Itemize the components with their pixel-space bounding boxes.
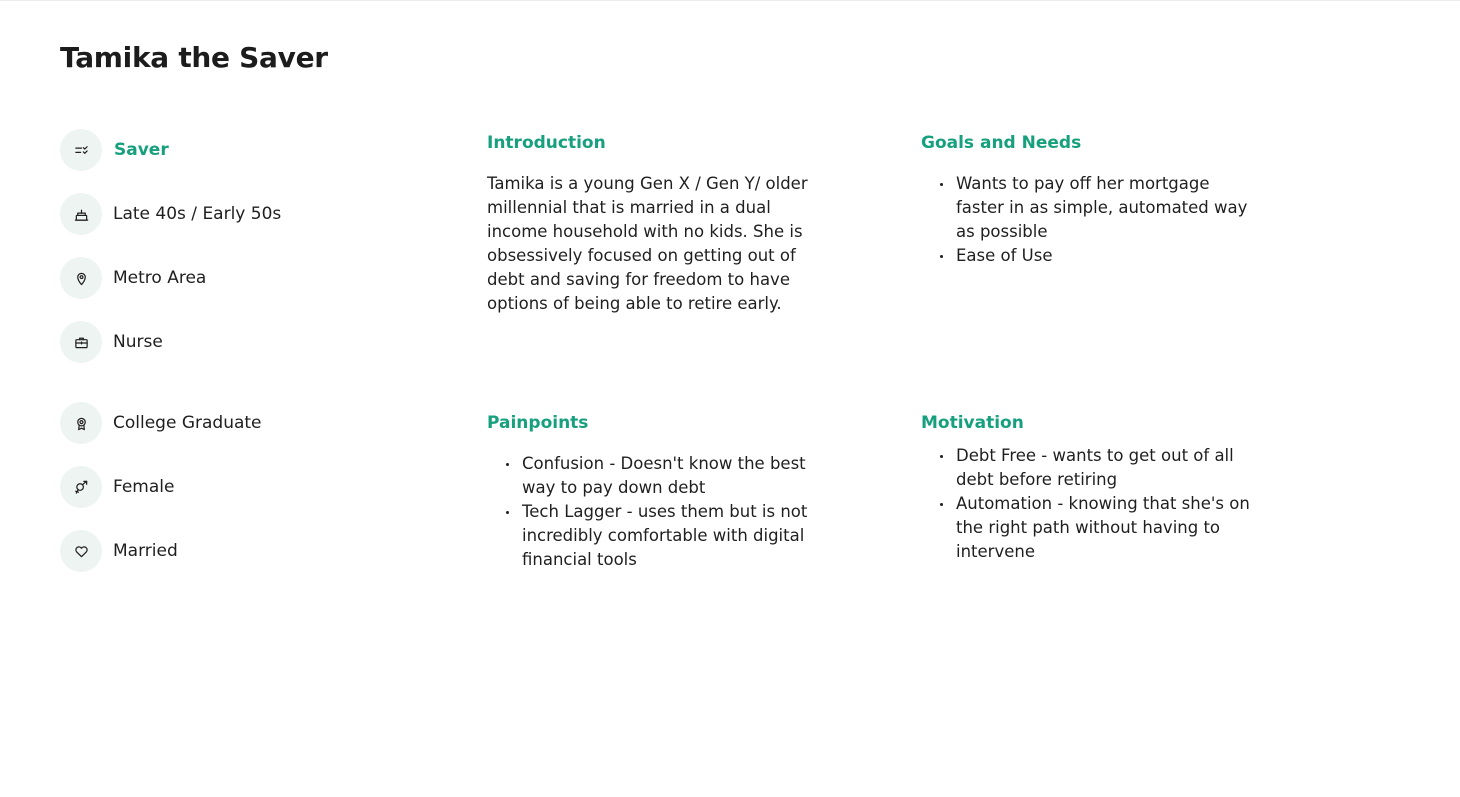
painpoints-list xyxy=(487,452,837,572)
goals-section xyxy=(921,132,1271,268)
attribute-gender xyxy=(60,466,174,508)
attribute-saver xyxy=(60,129,169,171)
introduction-text: Tamika is a young Gen X / Gen Y/ older millennial that is married in a dual income household with no kids. She is obsessively focused on getting out of debt and saving for freedom to have options of being able to retire early. xyxy=(487,174,808,313)
introduction-section xyxy=(487,132,837,316)
list-item: Confusion - Doesn't know the best way to pay down debt xyxy=(487,452,837,500)
section-heading: Introduction xyxy=(487,133,606,153)
list-item: Debt Free - wants to get out of all debt before retiring xyxy=(921,444,1266,492)
attribute-location xyxy=(60,257,206,299)
briefcase-icon xyxy=(60,321,102,363)
section-heading: Motivation xyxy=(921,413,1024,433)
attribute-label: Nurse xyxy=(113,332,163,352)
attribute-label: College Graduate xyxy=(113,413,262,433)
motivation-section xyxy=(921,412,1271,564)
sliders-check-icon xyxy=(60,129,102,171)
heart-icon xyxy=(60,530,102,572)
attribute-label: Married xyxy=(113,541,178,561)
list-item: Ease of Use xyxy=(921,244,1261,268)
list-item: Wants to pay off her mortgage faster in as simple, automated way as possible xyxy=(921,172,1261,244)
attribute-label: Late 40s / Early 50s xyxy=(113,204,282,224)
attribute-education xyxy=(60,402,262,444)
attribute-label: Female xyxy=(113,477,175,497)
birthday-cake-icon xyxy=(60,193,102,235)
list-item: Tech Lagger - uses them but is not incredibly comfortable with digital financial tools xyxy=(487,500,837,572)
section-heading: Painpoints xyxy=(487,413,589,433)
motivation-list xyxy=(921,444,1266,564)
section-heading: Goals and Needs xyxy=(921,133,1082,153)
gender-icon xyxy=(60,466,102,508)
attribute-label: Saver xyxy=(114,140,169,160)
attribute-occupation xyxy=(60,321,163,363)
attribute-marital-status xyxy=(60,530,178,572)
location-pin-icon xyxy=(60,257,102,299)
goals-list xyxy=(921,172,1261,268)
painpoints-section xyxy=(487,412,847,572)
attribute-age xyxy=(60,193,281,235)
page-title: Tamika the Saver xyxy=(60,41,328,74)
award-badge-icon xyxy=(60,402,102,444)
list-item: Automation - knowing that she's on the right path without having to intervene xyxy=(921,492,1266,564)
attribute-label: Metro Area xyxy=(113,268,207,288)
